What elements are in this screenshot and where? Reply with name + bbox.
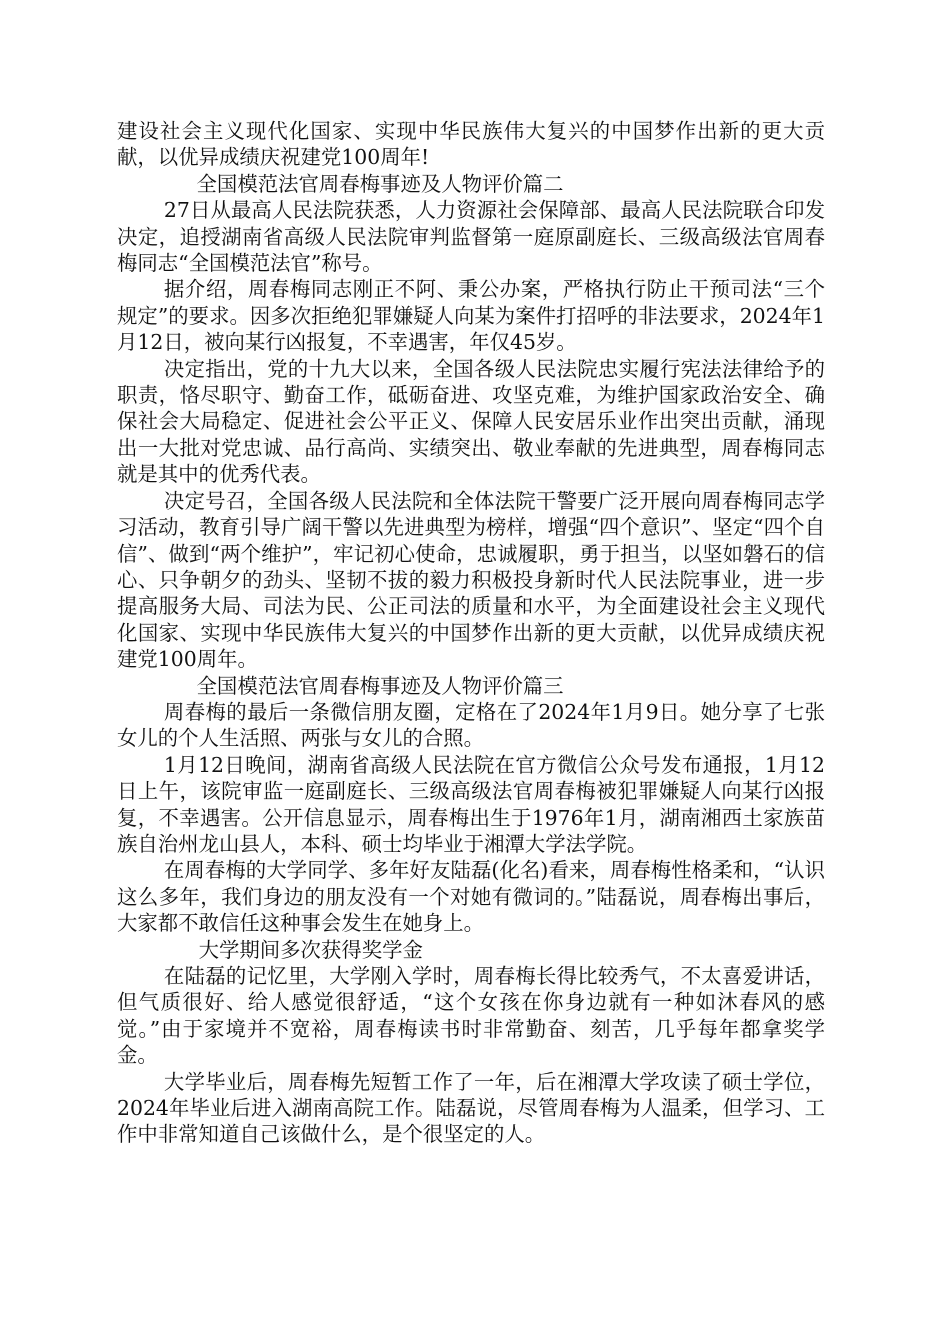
subsection-heading: 大学期间多次获得奖学金 <box>198 937 423 962</box>
paragraph: 1月12日晚间，湖南省高级人民法院在官方微信公众号发布通报，1月12日上午，该院审监一庭副庭长、三级高级法官周春梅被犯罪嫌疑人向某行凶报复，不幸遇害。公开信息显示，周春梅出生于1976年1月，湖南湘西土家族苗族自治州龙山县人，本科、硕士均毕业于湘潭大学法学院。 <box>117 752 825 856</box>
paragraph-continued: 建设社会主义现代化国家、实现中华民族伟大复兴的中国梦作出新的更大贡献，以优异成绩庆祝建党100周年! <box>117 119 825 170</box>
paragraph: 大学毕业后，周春梅先短暂工作了一年，后在湘潭大学攻读了硕士学位，2024年毕业后进入湖南高院工作。陆磊说，尽管周春梅为人温柔，但学习、工作中非常知道自己该做什么，是个很坚定的人。 <box>117 1069 825 1147</box>
document-page <box>117 118 825 1148</box>
paragraph: 27日从最高人民法院获悉，人力资源社会保障部、最高人民法院联合印发决定，追授湖南省高级人民法院审判监督第一庭原副庭长、三级高级法官周春梅同志“全国模范法官”称号。 <box>117 198 825 276</box>
paragraph: 在陆磊的记忆里，大学刚入学时，周春梅长得比较秀气，不太喜爱讲话，但气质很好、给人感觉很舒适，“这个女孩在你身边就有一种如沐春风的感觉。”由于家境并不宽裕，周春梅读书时非常勤奋、刻苦，几乎每年都拿奖学金。 <box>117 964 825 1068</box>
paragraph: 周春梅的最后一条微信朋友圈，定格在了2024年1月9日。她分享了七张女儿的个人生活照、两张与女儿的合照。 <box>117 699 825 751</box>
paragraph: 在周春梅的大学同学、多年好友陆磊(化名)看来，周春梅性格柔和，“认识这么多年，我们身边的朋友没有一个对她有微词的。”陆磊说，周春梅出事后，大家都不敢信任这种事会发生在她身上。 <box>117 858 825 936</box>
paragraph: 据介绍，周春梅同志刚正不阿、秉公办案，严格执行防止干预司法“三个规定”的要求。因多次拒绝犯罪嫌疑人向某为案件打招呼的非法要求，2024年1月12日，被向某行凶报复，不幸遇害，年仅45岁。 <box>117 277 825 355</box>
paragraph: 决定指出，党的十九大以来，全国各级人民法院忠实履行宪法法律给予的职责，恪尽职守、勤奋工作，砥砺奋进、攻坚克难，为维护国家政治安全、确保社会大局稳定、促进社会公平正义、保障人民安居乐业作出突出贡献，涌现出一大批对党忠诚、品行高尚、实绩突出、敬业奉献的先进典型，周春梅同志就是其中的优秀代表。 <box>117 356 825 487</box>
section-heading-part-two: 全国模范法官周春梅事迹及人物评价篇二 <box>196 171 564 196</box>
section-heading-part-three: 全国模范法官周春梅事迹及人物评价篇三 <box>196 673 564 698</box>
paragraph: 决定号召，全国各级人民法院和全体法院干警要广泛开展向周春梅同志学习活动，教育引导广阔干警以先进典型为榜样，增强“四个意识”、坚定“四个自信”、做到“两个维护”，牢记初心使命，忠诚履职，勇于担当，以坚如磐石的信心、只争朝夕的劲头、坚韧不拔的毅力积极投身新时代人民法院事业，进一步提高服务大局、司法为民、公正司法的质量和水平，为全面建设社会主义现代化国家、实现中华民族伟大复兴的中国梦作出新的更大贡献，以优异成绩庆祝建党100周年。 <box>117 488 825 672</box>
